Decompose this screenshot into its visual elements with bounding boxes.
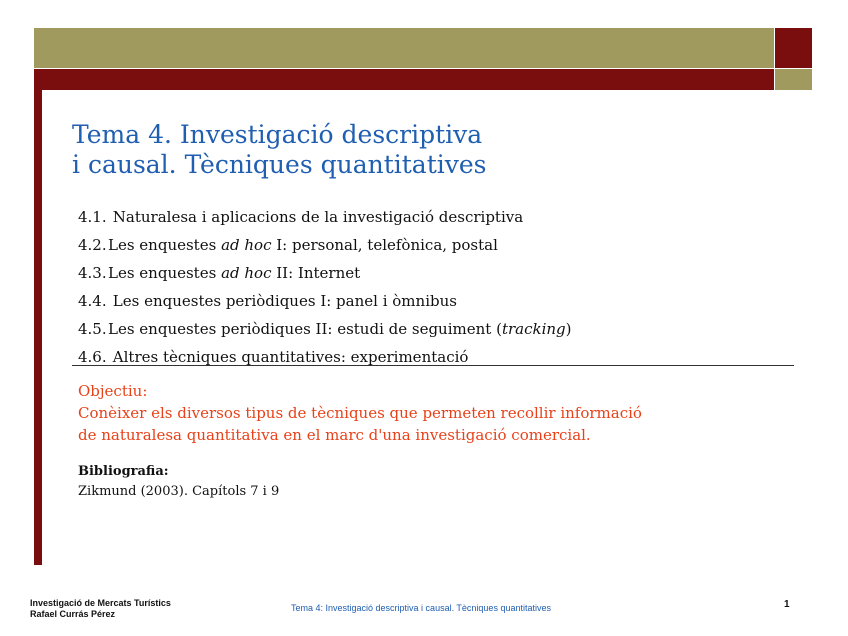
header-square-olive <box>775 69 812 90</box>
objective-block <box>78 380 642 446</box>
footer-course: Investigació de Mercats Turístics <box>30 598 171 608</box>
header-band-dark <box>34 69 774 90</box>
topic-item <box>78 315 572 343</box>
topic-number: 4.3. <box>78 264 107 282</box>
topic-number: 4.2. <box>78 236 107 254</box>
footer-topic: Tema 4: Investigació descriptiva i causal. Tècniques quantitatives <box>291 603 551 613</box>
topic-text: Les enquestes periòdiques II: estudi de seguiment ( <box>108 320 502 338</box>
topic-emphasis: ad hoc <box>221 264 272 282</box>
bibliography-block <box>78 462 279 502</box>
footer-course-info <box>30 598 171 620</box>
topic-item <box>78 259 572 287</box>
slide-title-line-2: i causal. Tècniques quantitatives <box>72 150 487 179</box>
topic-item <box>78 343 572 371</box>
topic-emphasis: ad hoc <box>221 236 272 254</box>
slide-title <box>72 120 772 180</box>
header-square-dark <box>775 28 812 68</box>
topic-number: 4.6. <box>78 348 107 366</box>
objective-heading: Objectiu: <box>78 382 148 400</box>
bibliography-heading: Bibliografia: <box>78 464 169 479</box>
topic-list <box>78 203 572 371</box>
objective-line-2: de naturalesa quantitativa en el marc d'una investigació comercial. <box>78 426 591 444</box>
topic-text: Les enquestes periòdiques I: panel i òmnibus <box>112 292 457 310</box>
topic-text: Naturalesa i aplicacions de la investigació descriptiva <box>112 208 524 226</box>
header-band-olive <box>34 28 774 68</box>
left-vertical-bar <box>34 90 42 565</box>
topic-number: 4.4. <box>78 292 107 310</box>
footer-author: Rafael Currás Pérez <box>30 609 116 619</box>
topic-number: 4.5. <box>78 320 107 338</box>
topic-item <box>78 203 572 231</box>
topic-number: 4.1. <box>78 208 107 226</box>
topic-text: Altres tècniques quantitatives: experimentació <box>112 348 469 366</box>
topic-item <box>78 231 572 259</box>
section-divider <box>72 365 794 366</box>
topic-text-rest: ) <box>565 320 572 338</box>
page-number: 1 <box>784 599 790 610</box>
topic-text: Les enquestes <box>108 264 222 282</box>
topic-text: Les enquestes <box>108 236 222 254</box>
topic-text-rest: I: personal, telefònica, postal <box>271 236 498 254</box>
topic-emphasis: tracking <box>501 320 566 338</box>
objective-line-1: Conèixer els diversos tipus de tècniques que permeten recollir informació <box>78 404 642 422</box>
bibliography-text: Zikmund (2003). Capítols 7 i 9 <box>78 484 280 499</box>
slide-title-line-1: Tema 4. Investigació descriptiva <box>72 120 483 149</box>
topic-text-rest: II: Internet <box>271 264 361 282</box>
topic-item <box>78 287 572 315</box>
